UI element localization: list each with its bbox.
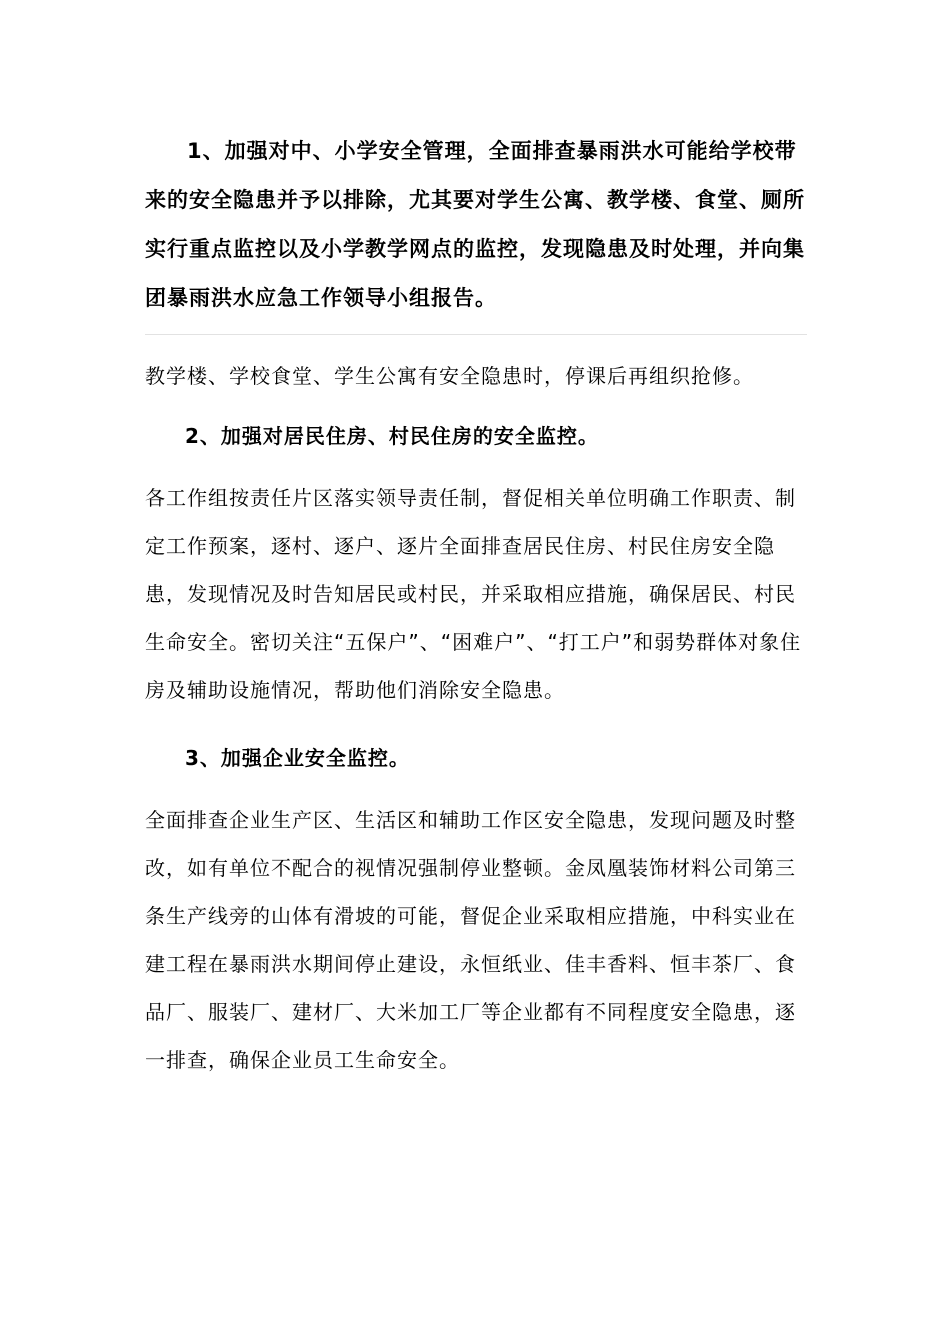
section-1-paragraph: 1、加强对中、小学安全管理，全面排查暴雨洪水可能给学校带来的安全隐患并予以排除，尤其要对学生公寓、教学楼、食堂、厕所实行重点监控以及小学教学网点的监控，发现隐患及时处理，并向集团暴雨洪水应急工作领导小组报告。 xyxy=(145,139,805,310)
paragraph-enterprise: 全面排查企业生产区、生活区和辅助工作区安全隐患，发现问题及时整改，如有单位不配合的视情况强制停业整顿。金凤凰装饰材料公司第三条生产线旁的山体有滑坡的可能，督促企业采取相应措施，中科实业在建工程在暴雨洪水期间停止建设，永恒纸业、佳丰香料、恒丰茶厂、食品厂、服装厂、建材厂、大米加工厂等企业都有不同程度安全隐患，逐一排查，确保企业员工生命安全。 xyxy=(145,808,796,1072)
heading-section-3: 3、加强企业安全监控。 xyxy=(185,746,410,770)
divider-line xyxy=(145,334,807,335)
paragraph-school-repair: 教学楼、学校食堂、学生公寓有安全隐患时，停课后再组织抢修。 xyxy=(145,364,754,388)
heading-section-2: 2、加强对居民住房、村民住房的安全监控。 xyxy=(185,424,599,448)
paragraph-housing: 各工作组按责任片区落实领导责任制，督促相关单位明确工作职责、制定工作预案，逐村、逐户、逐片全面排查居民住房、村民住房安全隐患，发现情况及时告知居民或村民，并采取相应措施，确保居民、村民生命安全。密切关注“五保户”、“困难户”、“打工户”和弱势群体对象住房及辅助设施情况，帮助他们消除安全隐患。 xyxy=(145,486,802,702)
